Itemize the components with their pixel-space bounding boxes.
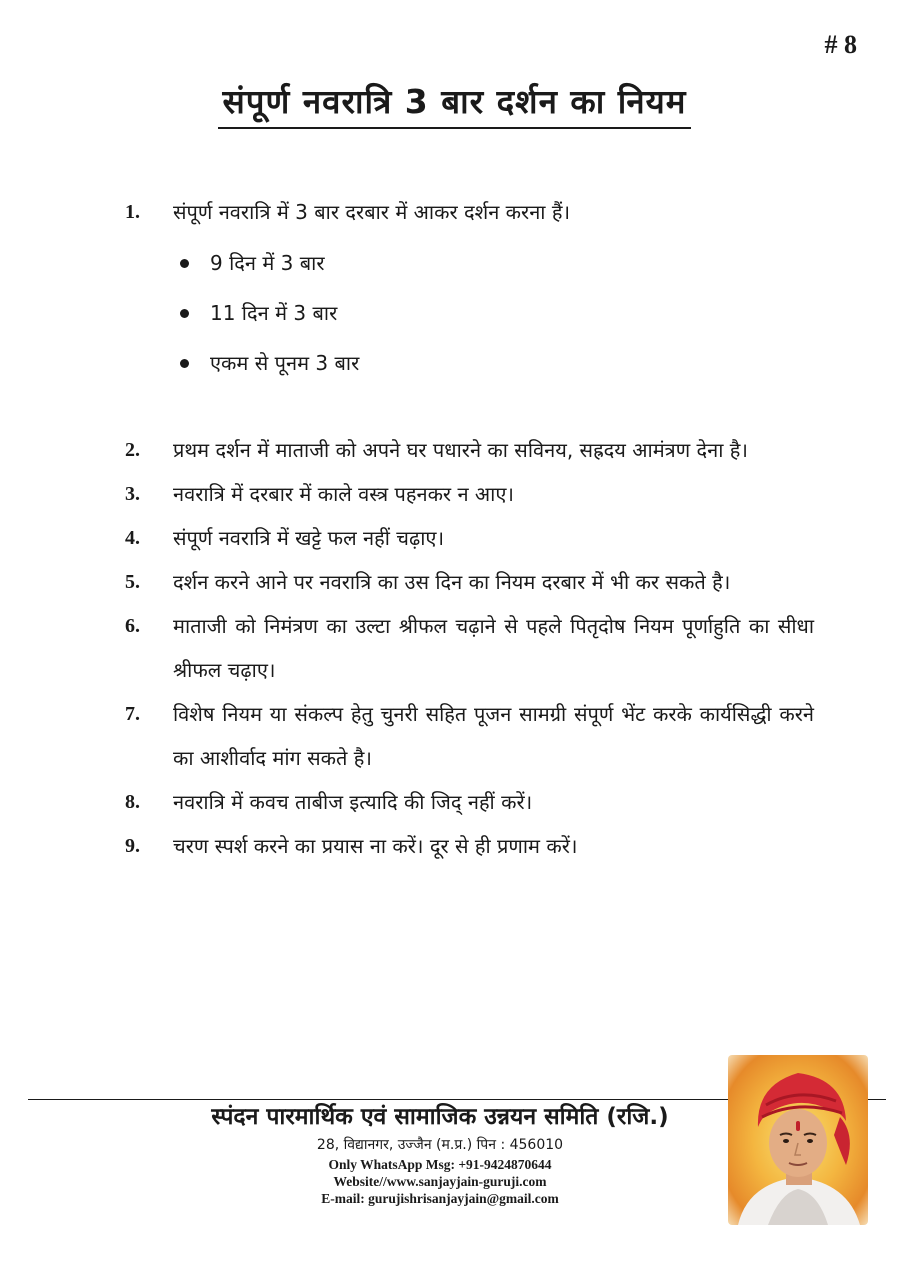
rule-text: नवरात्रि में दरबार में काले वस्त्र पहनकर न आए। bbox=[173, 482, 514, 506]
rule-text: विशेष नियम या संकल्प हेतु चुनरी सहित पूजन सामग्री संपूर्ण भेंट करके कार्यसिद्धी करने का आशीर्वाद मांग सकते है। bbox=[173, 702, 814, 770]
rule-item bbox=[0, 560, 909, 604]
rule-text: संपूर्ण नवरात्रि में खट्टे फल नहीं चढ़ाए। bbox=[173, 526, 445, 550]
rule-item bbox=[0, 190, 909, 388]
rule-item bbox=[0, 780, 909, 824]
org-address: 28, विद्यानगर, उज्जैन (म.प्र.) पिन : 456010 bbox=[316, 1137, 564, 1153]
rule-text: दर्शन करने आने पर नवरात्रि का उस दिन का नियम दरबार में भी कर सकते है। bbox=[173, 570, 731, 594]
guru-photo bbox=[728, 1055, 868, 1225]
bullet-icon bbox=[180, 309, 189, 318]
rule-item bbox=[0, 824, 909, 868]
sub-list-item bbox=[180, 288, 814, 338]
page-title-container bbox=[0, 78, 909, 129]
rule-number: 3. bbox=[125, 483, 140, 505]
page-number: # 8 bbox=[824, 30, 857, 59]
rule-number: 1. bbox=[125, 201, 140, 223]
rule-item bbox=[0, 472, 909, 516]
rule-item bbox=[0, 516, 909, 560]
sub-list-item bbox=[180, 238, 814, 288]
rule-number: 2. bbox=[125, 439, 140, 461]
rule-number: 8. bbox=[125, 791, 140, 813]
whatsapp-contact: Only WhatsApp Msg: +91-9424870644 bbox=[328, 1157, 552, 1172]
footer bbox=[140, 1100, 740, 1207]
rule-number: 6. bbox=[125, 615, 140, 637]
rule-item bbox=[0, 692, 909, 780]
rule-text: नवरात्रि में कवच ताबीज इत्यादि की जिद् नहीं करें। bbox=[173, 790, 533, 814]
bullet-icon bbox=[180, 259, 189, 268]
rule-text: प्रथम दर्शन में माताजी को अपने घर पधारने का सविनय, सह्रदय आमंत्रण देना है। bbox=[173, 438, 748, 462]
sub-item-text: 11 दिन में 3 बार bbox=[210, 301, 338, 325]
website: Website//www.sanjayjain-guruji.com bbox=[333, 1174, 547, 1189]
rule-text: माताजी को निमंत्रण का उल्टा श्रीफल चढ़ाने से पहले पितृदोष नियम पूर्णाहुति का सीधा श्रीफल चढ़ाए। bbox=[173, 614, 814, 682]
rule-text: चरण स्पर्श करने का प्रयास ना करें। दूर से ही प्रणाम करें। bbox=[173, 834, 578, 858]
page-title: संपूर्ण नवरात्रि 3 बार दर्शन का नियम bbox=[218, 78, 690, 129]
rule-item bbox=[0, 604, 909, 692]
rule-text: संपूर्ण नवरात्रि में 3 बार दरबार में आकर दर्शन करना हैं। bbox=[173, 200, 571, 224]
rule-number: 9. bbox=[125, 835, 140, 857]
sub-item-text: एकम से पूनम 3 बार bbox=[210, 351, 360, 375]
bullet-icon bbox=[180, 359, 189, 368]
rule-number: 5. bbox=[125, 571, 140, 593]
org-name: स्पंदन पारमार्थिक एवं सामाजिक उन्नयन समिति (रजि.) bbox=[211, 1104, 669, 1130]
rules-list bbox=[0, 190, 909, 868]
rule-number: 4. bbox=[125, 527, 140, 549]
rule-item bbox=[0, 428, 909, 472]
rule-sub-list bbox=[173, 238, 814, 388]
email: E-mail: gurujishrisanjayjain@gmail.com bbox=[321, 1191, 559, 1206]
sub-item-text: 9 दिन में 3 बार bbox=[210, 251, 325, 275]
rule-number: 7. bbox=[125, 703, 140, 725]
sub-list-item bbox=[180, 338, 814, 388]
